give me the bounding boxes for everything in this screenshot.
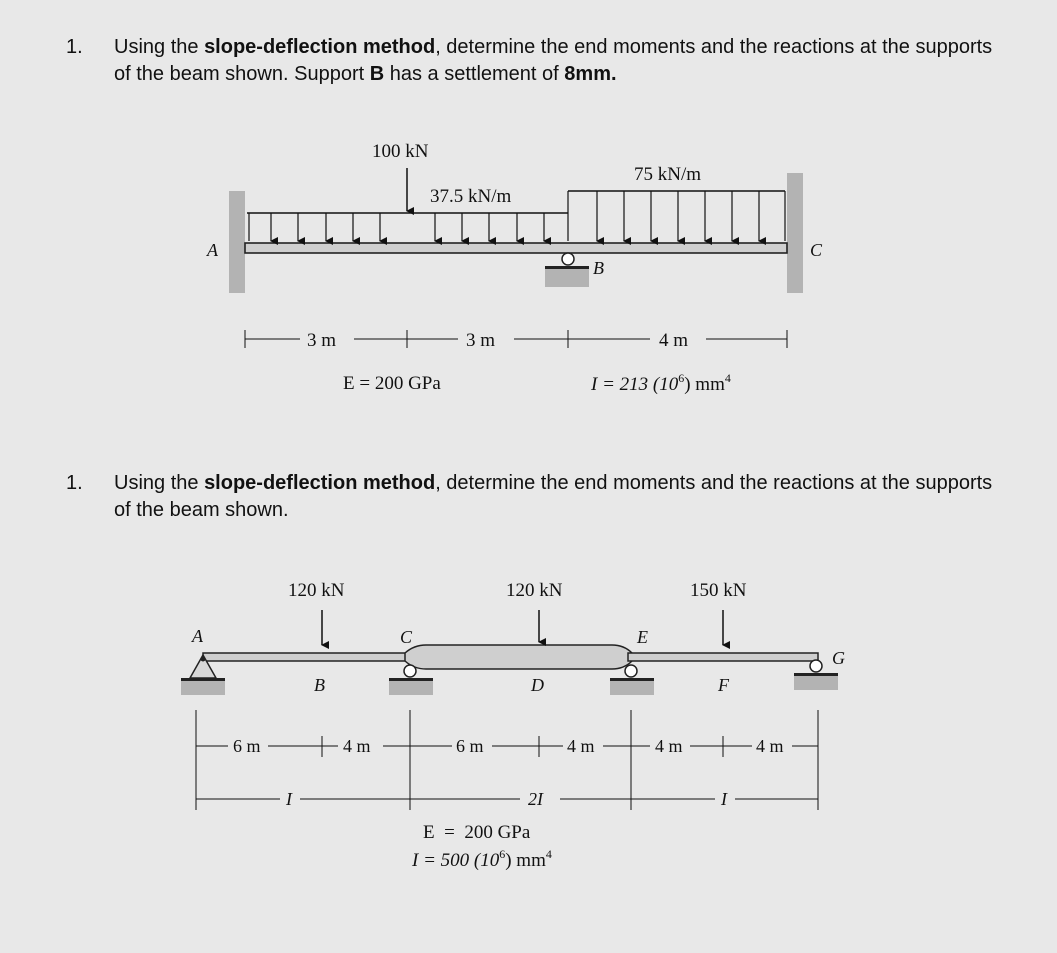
load-label-f: 150 kN bbox=[690, 580, 747, 601]
figure-2-beam bbox=[181, 580, 845, 871]
label-g: G bbox=[832, 648, 845, 668]
dim-de: 4 m bbox=[567, 736, 595, 756]
dim-b-load: 3 m bbox=[466, 330, 496, 351]
inertia-ce: 2I bbox=[528, 789, 543, 809]
dim-fg: 4 m bbox=[756, 736, 784, 756]
problem-text: Using the slope-deflection method, determine the end moments and the reactions at the supports of the beam shown. bbox=[114, 472, 993, 521]
label-e: E bbox=[637, 627, 648, 647]
roller-support-b bbox=[562, 253, 574, 265]
figure-1-beam bbox=[206, 141, 823, 395]
problem-number: 1. bbox=[66, 36, 83, 58]
roller-support-e bbox=[625, 665, 637, 677]
label-d: D bbox=[531, 675, 544, 695]
inertia-eg: I bbox=[721, 789, 727, 809]
label-f: F bbox=[718, 675, 729, 695]
label-b: B bbox=[593, 258, 604, 278]
dim-ef: 4 m bbox=[655, 736, 683, 756]
dim-bc: 4 m bbox=[659, 330, 689, 351]
udl-right-label: 75 kN/m bbox=[634, 164, 702, 185]
roller-support-c bbox=[404, 665, 416, 677]
load-label-d: 120 kN bbox=[506, 580, 563, 601]
inertia-ac: I bbox=[286, 789, 292, 809]
load-label-b: 120 kN bbox=[288, 580, 345, 601]
dim-cd: 6 m bbox=[456, 736, 484, 756]
beam-eg bbox=[628, 653, 818, 661]
inertia-label: I = 500 $(10^6)$ $mm^4$ bbox=[412, 847, 552, 871]
roller-support-g bbox=[810, 660, 822, 672]
udl-right-arrows bbox=[597, 191, 759, 241]
modulus-label: E = 200 GPa bbox=[343, 373, 441, 394]
fixed-wall-c bbox=[787, 173, 803, 293]
beam-ce bbox=[405, 645, 632, 669]
label-b: B bbox=[314, 675, 325, 695]
udl-left-label: 37.5 kN/m bbox=[430, 186, 512, 207]
dim-ab: 3 m bbox=[307, 330, 337, 351]
point-load-label: 100 kN bbox=[372, 141, 429, 162]
problem-number: 1. bbox=[66, 472, 83, 494]
beam-abc bbox=[245, 243, 787, 253]
modulus-label: E = 200 GPa bbox=[423, 822, 531, 843]
label-a: A bbox=[192, 626, 203, 646]
problem-text: Using the slope-deflection method, determine the end moments and the reactions at the supports of the beam shown. Support B has a settlement of 8mm. bbox=[114, 36, 993, 85]
dim-ab: 6 m bbox=[233, 736, 261, 756]
fixed-wall-a bbox=[229, 191, 245, 293]
beam-ac bbox=[203, 653, 410, 661]
dim-bc: 4 m bbox=[343, 736, 371, 756]
label-a: A bbox=[207, 240, 218, 260]
udl-left-arrows bbox=[249, 213, 544, 241]
label-c: C bbox=[810, 240, 823, 260]
inertia-label: I = 213 $(10^6)$ $mm^4$ bbox=[591, 371, 731, 395]
label-c: C bbox=[400, 627, 413, 647]
